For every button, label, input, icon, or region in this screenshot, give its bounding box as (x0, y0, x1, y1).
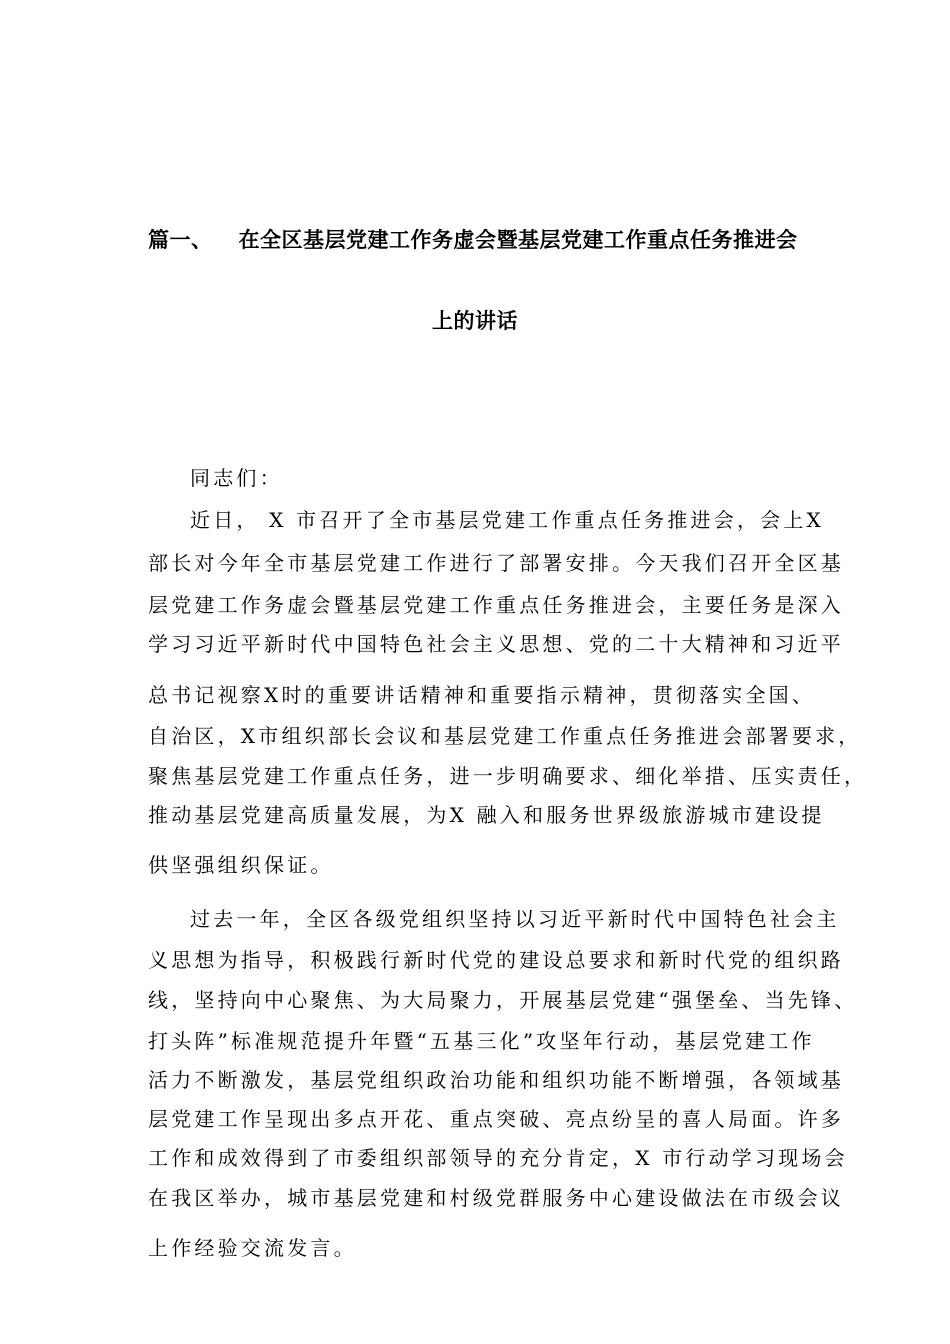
paragraph-1-line: 推动基层党建高质量发展，为X 融入和服务世界级旅游城市建设提 (148, 803, 825, 827)
paragraph-2-line: 工作和成效得到了市委组织部领导的充分肯定，X 市行动学习现场会 (148, 1146, 848, 1170)
title-text: 在全区基层党建工作务虚会暨基层党建工作重点任务推进会 (238, 228, 798, 252)
salutation: 同志们： (190, 466, 283, 490)
paragraph-1-line: 聚焦基层党建工作重点任务，进一步明确要求、细化举措、压实责任， (148, 764, 868, 788)
paragraph-2-line: 线，坚持向中心聚焦、为大局聚力，开展基层党建“强堡垒、当先锋、 (148, 988, 858, 1012)
paragraph-2-line: 过去一年，全区各级党组织坚持以习近平新时代中国特色社会主 (190, 907, 840, 931)
paragraph-1-line: 部长对今年全市基层党建工作进行了部署安排。今天我们召开全区基 (148, 551, 844, 575)
paragraph-1-line: 总书记视察X时的重要讲话精神和重要指示精神，贯彻落实全国、 (148, 683, 816, 707)
document-title-line-1 (148, 224, 798, 254)
paragraph-2-line: 上作经验交流发言。 (148, 1236, 357, 1260)
document-title-line-2 (432, 305, 518, 335)
paragraph-1-line: 层党建工作务虚会暨基层党建工作重点任务推进会，主要任务是深入 (148, 593, 844, 617)
paragraph-1-line: 自治区，X市组织部长会议和基层党建工作重点任务推进会部署要求， (148, 724, 862, 748)
paragraph-1-line: 学习习近平新时代中国特色社会主义思想、党的二十大精神和习近平 (148, 632, 844, 656)
title-prefix: 篇一、 (148, 228, 213, 252)
paragraph-2-line: 活力不断激发，基层党组织政治功能和组织功能不断增强，各领域基 (148, 1068, 844, 1092)
paragraph-2-line: 打头阵”标准规范提升年暨“五基三化”攻坚年行动，基层党建工作 (148, 1029, 815, 1053)
paragraph-1-line: 近日， X 市召开了全市基层党建工作重点任务推进会，会上X (190, 508, 824, 532)
title-text-continued: 上的讲话 (432, 309, 518, 333)
paragraph-2-line: 义思想为指导，积极践行新时代党的建设总要求和新时代党的组织路 (148, 948, 844, 972)
paragraph-1-line: 供坚强组织保证。 (148, 853, 334, 877)
paragraph-2-line: 层党建工作呈现出多点开花、重点突破、亮点纷呈的喜人局面。许多 (148, 1107, 844, 1131)
paragraph-2-line: 在我区举办，城市基层党建和村级党群服务中心建设做法在市级会议 (148, 1186, 844, 1210)
